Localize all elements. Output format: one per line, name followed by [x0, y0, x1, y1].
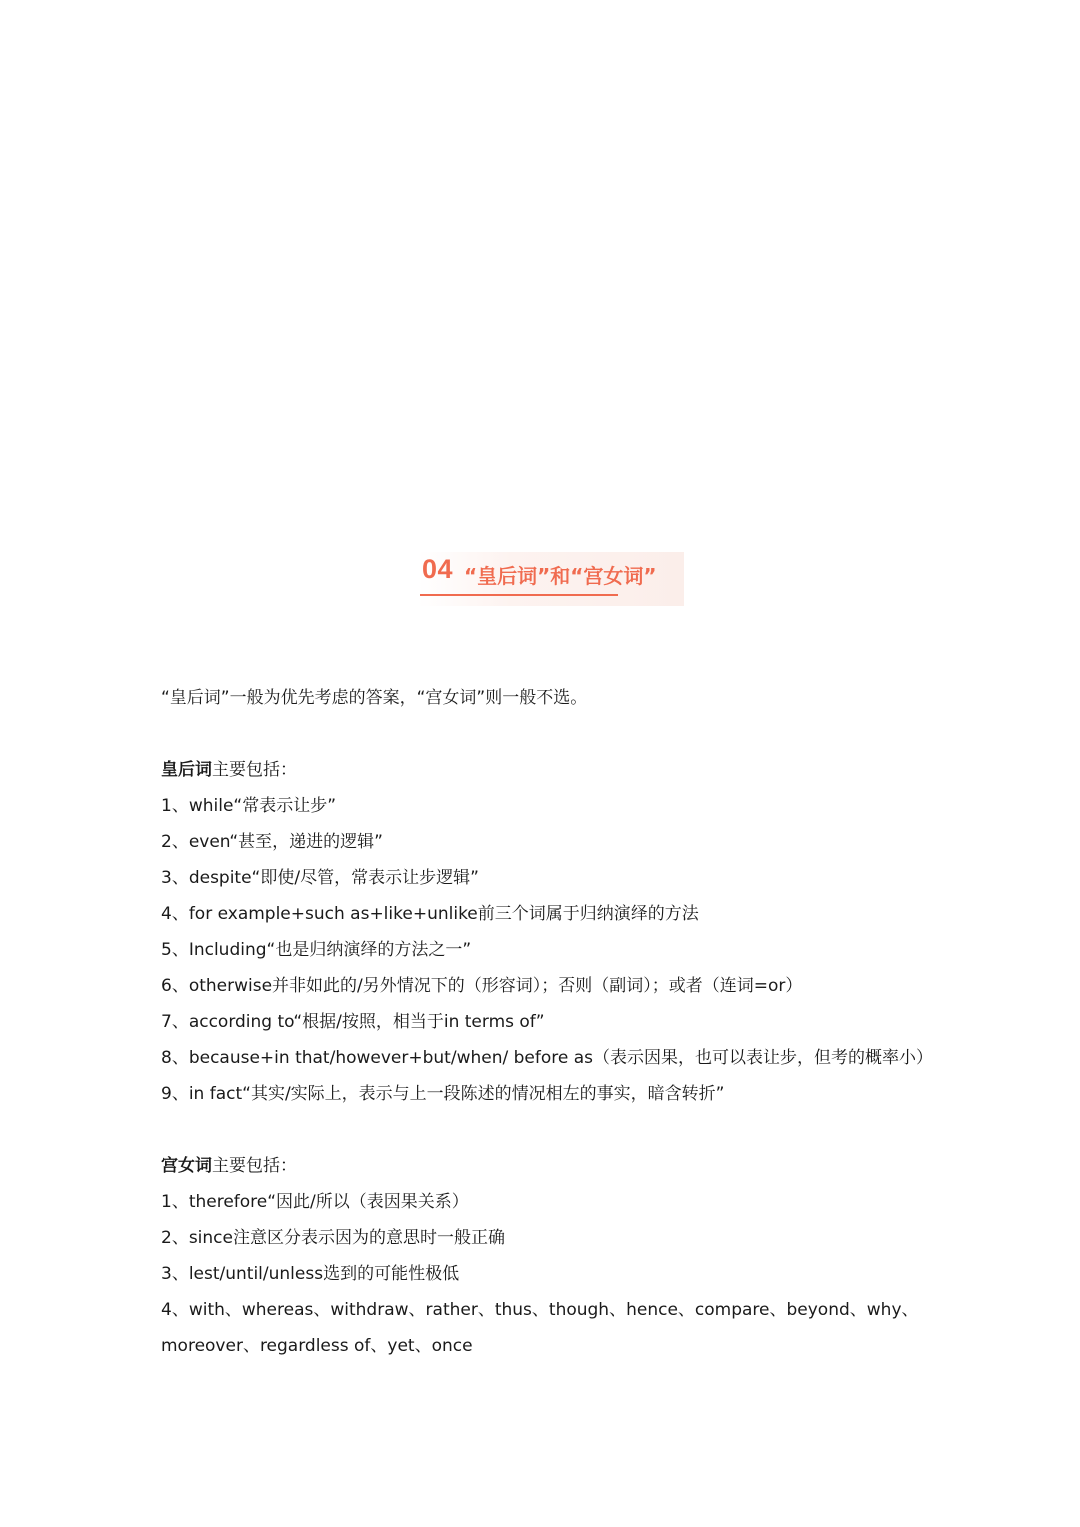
maid-words-heading-bold: 宫女词 — [161, 1156, 212, 1176]
intro-paragraph: “皇后词”一般为优先考虑的答案，“宫女词”则一般不选。 — [161, 688, 588, 708]
queen-words-heading-rest: 主要包括： — [212, 760, 297, 780]
content-body — [161, 680, 951, 1364]
queen-words-heading-bold: 皇后词 — [161, 760, 212, 780]
list-item: 7、according to“根据/按照，相当于in terms of” — [161, 1012, 545, 1032]
section-underline — [420, 594, 618, 596]
list-item: 3、lest/until/unless选到的可能性极低 — [161, 1264, 460, 1284]
maid-words-heading — [161, 1148, 951, 1184]
list-item: 6、otherwise并非如此的/另外情况下的（形容词）；否则（副词）；或者（连词=or） — [161, 976, 803, 996]
list-item: 1、therefore“因此/所以（表因果关系） — [161, 1192, 469, 1212]
section-number: 04 — [422, 554, 454, 584]
list-item: 5、Including“也是归纳演绎的方法之一” — [161, 940, 472, 960]
queen-words-heading — [161, 752, 951, 788]
section-title: “皇后词”和“宫女词” — [464, 564, 657, 588]
list-item: 3、despite“即使/尽管，常表示让步逻辑” — [161, 868, 479, 888]
spacer — [161, 1112, 951, 1148]
list-item: 4、for example+such as+like+unlike前三个词属于归纳演绎的方法 — [161, 904, 699, 924]
list-item: 9、in fact“其实/实际上，表示与上一段陈述的情况相左的事实，暗含转折” — [161, 1084, 725, 1104]
section-header — [418, 552, 684, 606]
maid-words-heading-rest: 主要包括： — [212, 1156, 297, 1176]
list-item: 2、even“甚至，递进的逻辑” — [161, 832, 383, 852]
list-item: 2、since注意区分表示因为的意思时一般正确 — [161, 1228, 505, 1248]
list-item: 8、because+in that/however+but/when/ before as（表示因果，也可以表让步，但考的概率小） — [161, 1048, 933, 1068]
list-item: 1、while“常表示让步” — [161, 796, 337, 816]
list-item: 4、with、whereas、withdraw、rather、thus、though、hence、compare、beyond、why、moreover、regardless of、yet、once — [161, 1300, 919, 1356]
